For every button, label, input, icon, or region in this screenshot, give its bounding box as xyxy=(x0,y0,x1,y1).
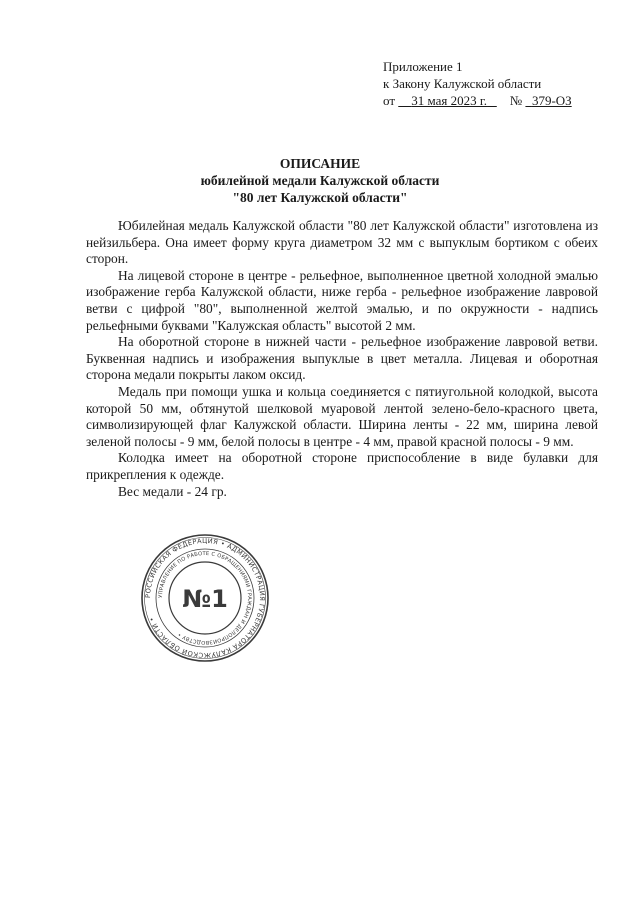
paragraph-ribbon: Медаль при помощи ушка и кольца соединяется с пятиугольной колодкой, высота которой 50 мм, обтянутой шелковой муаровой лентой зелено-бело-красного цвета, символизирующей флаг Калужской области. Ширина ленты - 22 мм, ширина левой зеленой полосы - 9 мм, белой полосы в центре - 4 мм, правой красной полосы - 9 мм. xyxy=(86,383,598,449)
seal-outer-ring-text: РОССИЙСКАЯ ФЕДЕРАЦИЯ • АДМИНИСТРАЦИЯ ГУБЕРНАТОРА КАЛУЖСКОЙ ОБЛАСТИ • xyxy=(143,536,267,660)
appendix-date xyxy=(398,93,497,108)
appendix-line-3 xyxy=(383,92,572,109)
paragraph-pin: Колодка имеет на оборотной стороне приспособление в виде булавки для прикрепления к одежде. xyxy=(86,450,598,482)
appendix-number-value: 379-ОЗ xyxy=(531,93,572,108)
official-seal-stamp xyxy=(139,532,271,664)
appendix-number-label: № xyxy=(509,93,523,108)
paragraph-reverse: На оборотной стороне в нижней части - рельефное изображение лавровой ветви. Буквенная надпись и изображения выпуклые в цвет металла. Лицевая и оборотная сторона медали покрыты лаком оксид. xyxy=(86,334,598,383)
page-subtitle: юбилейной медали Калужской области xyxy=(200,173,440,188)
appendix-date-value: 31 мая 2023 г. xyxy=(411,93,488,108)
paragraph-material: Юбилейная медаль Калужской области "80 лет Калужской области" изготовлена из нейзильбера. Она имеет форму круга диаметром 32 мм с выпуклым бортиком с обеих сторон. xyxy=(86,218,598,267)
appendix-line-2: к Закону Калужской области xyxy=(383,76,542,91)
appendix-prefix: от xyxy=(383,93,396,108)
paragraph-obverse: На лицевой стороне в центре - рельефное, выполненное цветной холодной эмалью изображение герба Калужской области, ниже герба - рельефное изображение лавровой ветви с цифрой "80", выполненной желтой эмалью, и по окружности - надпись рельефными буквами "Калужская область" высотой 2 мм. xyxy=(86,267,598,333)
appendix-line-1: Приложение 1 xyxy=(383,59,463,74)
paragraph-weight: Вес медали - 24 гр. xyxy=(118,483,227,499)
appendix-block xyxy=(383,58,572,109)
seal-center-number: №1 xyxy=(182,585,228,613)
appendix-number xyxy=(525,93,571,108)
medal-name: "80 лет Калужской области" xyxy=(232,190,408,205)
description-body xyxy=(86,218,598,500)
seal-inner-ring-text: УПРАВЛЕНИЕ ПО РАБОТЕ С ОБРАЩЕНИЯМИ ГРАЖДАН И ДЕЛОПРОИЗВОДСТВУ • xyxy=(157,550,253,646)
page-title: ОПИСАНИЕ xyxy=(279,156,361,171)
